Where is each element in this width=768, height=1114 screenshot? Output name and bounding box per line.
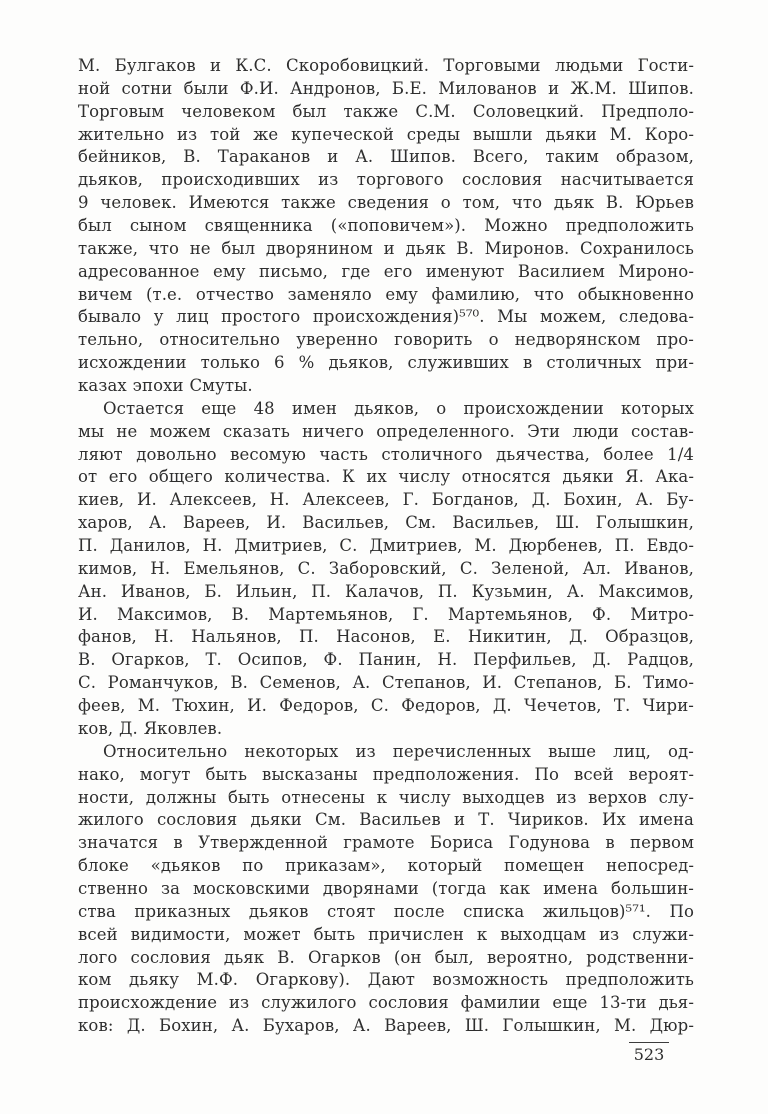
text-line: Относительно некоторых из перечисленных выше лиц, од- (103, 741, 694, 761)
text-line: также, что не был дворянином и дьяк В. Миронов. Сохранилось (78, 238, 694, 258)
text-line: жительно из той же купеческой среды вышли дьяки М. Коро- (78, 124, 694, 144)
text-line: происхождение из служилого сословия фамилии еще 13-ти дья- (78, 993, 694, 1013)
text-line: ков: Д. Бохин, А. Бухаров, А. Вареев, Ш. Голышкин, М. Дюр- (78, 1016, 694, 1036)
text-line: П. Данилов, Н. Дмитриев, С. Дмитриев, М. Дюрбенев, П. Евдо- (78, 536, 694, 556)
text-line: 9 человек. Имеются также сведения о том, что дьяк В. Юрьев (78, 193, 694, 213)
text-line: мы не можем сказать ничего определенного. Эти люди состав- (78, 421, 694, 441)
text-line: кимов, Н. Емельянов, С. Заборовский, С. Зеленой, Ал. Иванов, (78, 558, 694, 578)
paragraph (78, 741, 694, 1038)
text-line: Ан. Иванов, Б. Ильин, П. Калачов, П. Кузьмин, А. Максимов, (78, 581, 694, 601)
text-line: всей видимости, может быть причислен к выходцам из служи- (78, 924, 694, 944)
text-line: ной сотни были Ф.И. Андронов, Б.Е. Милованов и Ж.М. Шипов. (78, 78, 694, 98)
text-line: И. Максимов, В. Мартемьянов, Г. Мартемьянов, Ф. Митро- (78, 604, 694, 624)
text-line: феев, М. Тюхин, И. Федоров, С. Федоров, Д. Чечетов, Т. Чири- (78, 696, 694, 716)
text-line: лого сословия дьяк В. Огарков (он был, вероятно, родственни- (78, 947, 694, 967)
page-number: 523 (629, 1042, 669, 1065)
text-line: ности, должны быть отнесены к числу выходцев из верхов слу- (78, 787, 694, 807)
text-line: тельно, относительно уверенно говорить о недворянском про- (78, 330, 694, 350)
text-line: фанов, Н. Нальянов, П. Насонов, Е. Никитин, Д. Образцов, (78, 627, 694, 647)
text-line: бывало у лиц простого происхождения)⁵⁷⁰. Мы можем, следова- (78, 307, 694, 327)
text-line: нако, могут быть высказаны предположения. По всей вероят- (78, 764, 694, 784)
text-line: дьяков, происходивших из торгового сословия насчитывается (78, 170, 694, 190)
text-line: киев, И. Алексеев, Н. Алексеев, Г. Богданов, Д. Бохин, А. Бу- (78, 490, 694, 510)
text-line: значатся в Утвержденной грамоте Бориса Годунова в первом (78, 833, 694, 853)
text-line: ком дьяку М.Ф. Огаркову). Дают возможность предположить (78, 970, 694, 990)
text-line: исхождении только 6 % дьяков, служивших в столичных при- (78, 353, 694, 373)
text-line: В. Огарков, Т. Осипов, Ф. Панин, Н. Перфильев, Д. Радцов, (78, 650, 694, 670)
text-line: М. Булгаков и К.С. Скоробовицкий. Торговыми людьми Гости- (78, 56, 694, 75)
text-line: ства приказных дьяков стоят после списка жильцов)⁵⁷¹. По (78, 901, 694, 921)
text-line: Торговым человеком был также С.М. Соловецкий. Предполо- (78, 101, 694, 121)
text-line: вичем (т.е. отчество заменяло ему фамилию, что обыкновенно (78, 284, 694, 304)
text-line: ственно за московскими дворянами (тогда как имена большин- (78, 878, 694, 898)
text-block (78, 55, 694, 1038)
text-line: Остается еще 48 имен дьяков, о происхождении которых (103, 398, 694, 418)
paragraph (78, 398, 694, 741)
text-line: харов, А. Вареев, И. Васильев, См. Васильев, Ш. Голышкин, (78, 513, 694, 533)
text-line: был сыном священника («поповичем»). Можно предположить (78, 216, 694, 236)
text-line: блоке «дьяков по приказам», который помещен непосред- (78, 856, 694, 876)
text-line: казах эпохи Смуты. (78, 376, 253, 396)
text-line: С. Романчуков, В. Семенов, А. Степанов, И. Степанов, Б. Тимо- (78, 673, 694, 693)
paragraph (78, 55, 694, 398)
text-line: жилого сословия дьяки См. Васильев и Т. Чириков. Их имена (78, 810, 694, 830)
text-line: от его общего количества. К их числу относятся дьяки Я. Ака- (78, 467, 694, 487)
text-line: адресованное ему письмо, где его именуют Василием Мироно- (78, 261, 694, 281)
text-line: ляют довольно весомую часть столичного дьячества, более 1/4 (78, 444, 694, 464)
text-line: бейников, В. Тараканов и А. Шипов. Всего, таким образом, (78, 147, 694, 167)
text-line: ков, Д. Яковлев. (78, 718, 223, 738)
